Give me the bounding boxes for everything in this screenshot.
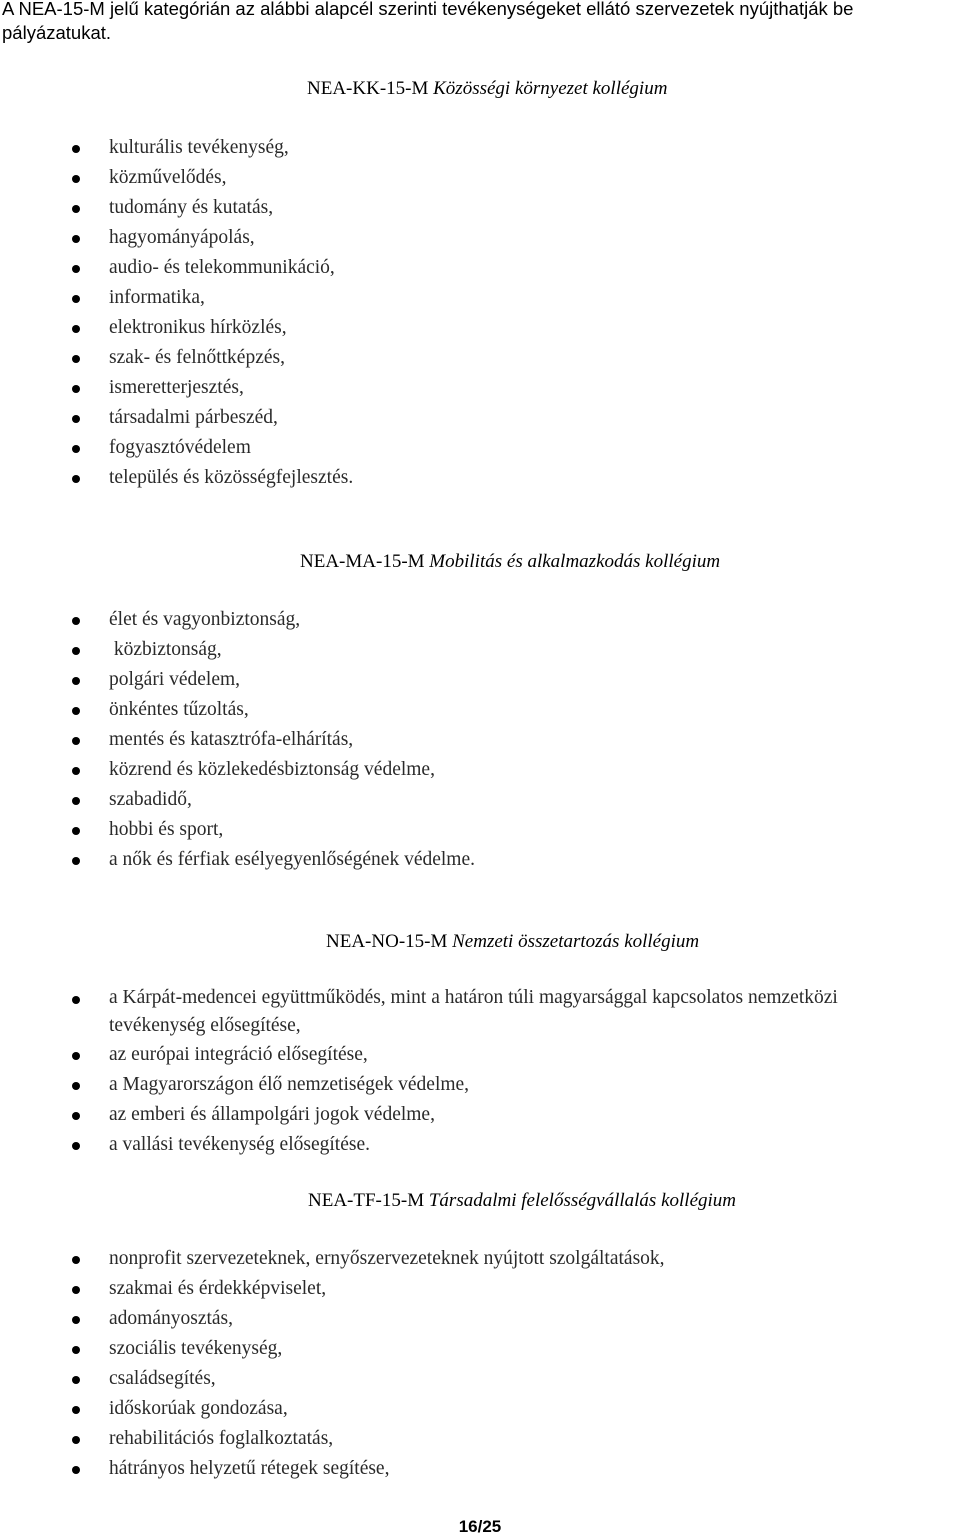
list-item: informatika, bbox=[0, 283, 900, 313]
bullet-icon bbox=[72, 857, 80, 865]
section-list-kk bbox=[0, 133, 900, 493]
list-item: a Magyarországon élő nemzetiségek védelme, bbox=[0, 1070, 900, 1100]
page-number: 16/25 bbox=[458, 1517, 502, 1536]
bullet-icon bbox=[72, 1256, 80, 1264]
section-heading-kk bbox=[307, 78, 667, 100]
bullet-icon bbox=[72, 145, 80, 153]
list-item: szak- és felnőttképzés, bbox=[0, 343, 900, 373]
bullet-icon bbox=[72, 1052, 80, 1060]
bullet-icon bbox=[72, 1112, 80, 1120]
list-item: hátrányos helyzetű rétegek segítése, bbox=[0, 1454, 900, 1484]
bullet-icon bbox=[72, 996, 80, 1004]
list-item: tudomány és kutatás, bbox=[0, 193, 900, 223]
list-item: mentés és katasztrófa-elhárítás, bbox=[0, 725, 900, 755]
list-item: a vallási tevékenység elősegítése. bbox=[0, 1130, 900, 1160]
bullet-icon bbox=[72, 767, 80, 775]
list-item: település és közösségfejlesztés. bbox=[0, 463, 900, 493]
list-item: családsegítés, bbox=[0, 1364, 900, 1394]
section-list-ma bbox=[0, 605, 900, 875]
list-item: adományosztás, bbox=[0, 1304, 900, 1334]
list-item: közművelődés, bbox=[0, 163, 900, 193]
bullet-icon bbox=[72, 205, 80, 213]
bullet-icon bbox=[72, 677, 80, 685]
bullet-icon bbox=[72, 617, 80, 625]
list-item: szociális tevékenység, bbox=[0, 1334, 900, 1364]
bullet-icon bbox=[72, 1082, 80, 1090]
bullet-icon bbox=[72, 827, 80, 835]
section-name: Közösségi környezet kollégium bbox=[433, 78, 668, 99]
bullet-icon bbox=[72, 1376, 80, 1384]
bullet-icon bbox=[72, 175, 80, 183]
list-item: elektronikus hírközlés, bbox=[0, 313, 900, 343]
list-item: időskorúak gondozása, bbox=[0, 1394, 900, 1424]
section-name: Társadalmi felelősségvállalás kollégium bbox=[428, 1190, 737, 1211]
bullet-icon bbox=[72, 475, 80, 483]
list-item: nonprofit szervezeteknek, ernyőszervezeteknek nyújtott szolgáltatások, bbox=[0, 1244, 900, 1274]
list-item: az európai integráció elősegítése, bbox=[0, 1040, 900, 1070]
list-item: hobbi és sport, bbox=[0, 815, 900, 845]
list-item: közbiztonság, bbox=[0, 635, 900, 665]
section-list-no bbox=[0, 984, 900, 1160]
bullet-icon bbox=[72, 1286, 80, 1294]
bullet-icon bbox=[72, 415, 80, 423]
intro-paragraph: A NEA-15-M jelű kategórián az alábbi alapcél szerinti tevékenységeket ellátó szervezetek nyújthatják be pályázatukat. bbox=[2, 0, 854, 43]
bullet-icon bbox=[72, 295, 80, 303]
bullet-icon bbox=[72, 445, 80, 453]
section-code: NEA-MA-15-M bbox=[300, 551, 425, 572]
list-item: az emberi és állampolgári jogok védelme, bbox=[0, 1100, 900, 1130]
list-item: élet és vagyonbiztonság, bbox=[0, 605, 900, 635]
bullet-icon bbox=[72, 325, 80, 333]
list-item: kulturális tevékenység, bbox=[0, 133, 900, 163]
list-item: a nők és férfiak esélyegyenlőségének védelme. bbox=[0, 845, 900, 875]
bullet-icon bbox=[72, 737, 80, 745]
list-item: hagyományápolás, bbox=[0, 223, 900, 253]
section-code: NEA-TF-15-M bbox=[308, 1190, 425, 1211]
bullet-icon bbox=[72, 1436, 80, 1444]
list-item: ismeretterjesztés, bbox=[0, 373, 900, 403]
section-name: Mobilitás és alkalmazkodás kollégium bbox=[429, 551, 721, 572]
list-item: társadalmi párbeszéd, bbox=[0, 403, 900, 433]
list-item: audio- és telekommunikáció, bbox=[0, 253, 900, 283]
section-list-tf bbox=[0, 1244, 900, 1484]
section-heading-tf bbox=[308, 1190, 736, 1212]
bullet-icon bbox=[72, 235, 80, 243]
bullet-icon bbox=[72, 1346, 80, 1354]
section-heading-no bbox=[326, 931, 699, 953]
list-item: szakmai és érdekképviselet, bbox=[0, 1274, 900, 1304]
bullet-icon bbox=[72, 355, 80, 363]
list-item: szabadidő, bbox=[0, 785, 900, 815]
bullet-icon bbox=[72, 1466, 80, 1474]
bullet-icon bbox=[72, 707, 80, 715]
list-item: önkéntes tűzoltás, bbox=[0, 695, 900, 725]
list-item: rehabilitációs foglalkoztatás, bbox=[0, 1424, 900, 1454]
bullet-icon bbox=[72, 265, 80, 273]
list-item: közrend és közlekedésbiztonság védelme, bbox=[0, 755, 900, 785]
bullet-icon bbox=[72, 1316, 80, 1324]
bullet-icon bbox=[72, 647, 80, 655]
section-name: Nemzeti összetartozás kollégium bbox=[452, 931, 700, 952]
bullet-icon bbox=[72, 1406, 80, 1414]
section-code: NEA-NO-15-M bbox=[326, 931, 448, 952]
section-heading-ma bbox=[300, 551, 720, 573]
list-item: polgári védelem, bbox=[0, 665, 900, 695]
bullet-icon bbox=[72, 1142, 80, 1150]
bullet-icon bbox=[72, 797, 80, 805]
bullet-icon bbox=[72, 385, 80, 393]
section-code: NEA-KK-15-M bbox=[307, 78, 429, 99]
list-item: fogyasztóvédelem bbox=[0, 433, 900, 463]
list-item: a Kárpát-medencei együttműködés, mint a határon túli magyarsággal kapcsolatos nemzetközi tevékenység elősegítése, bbox=[0, 984, 900, 1040]
